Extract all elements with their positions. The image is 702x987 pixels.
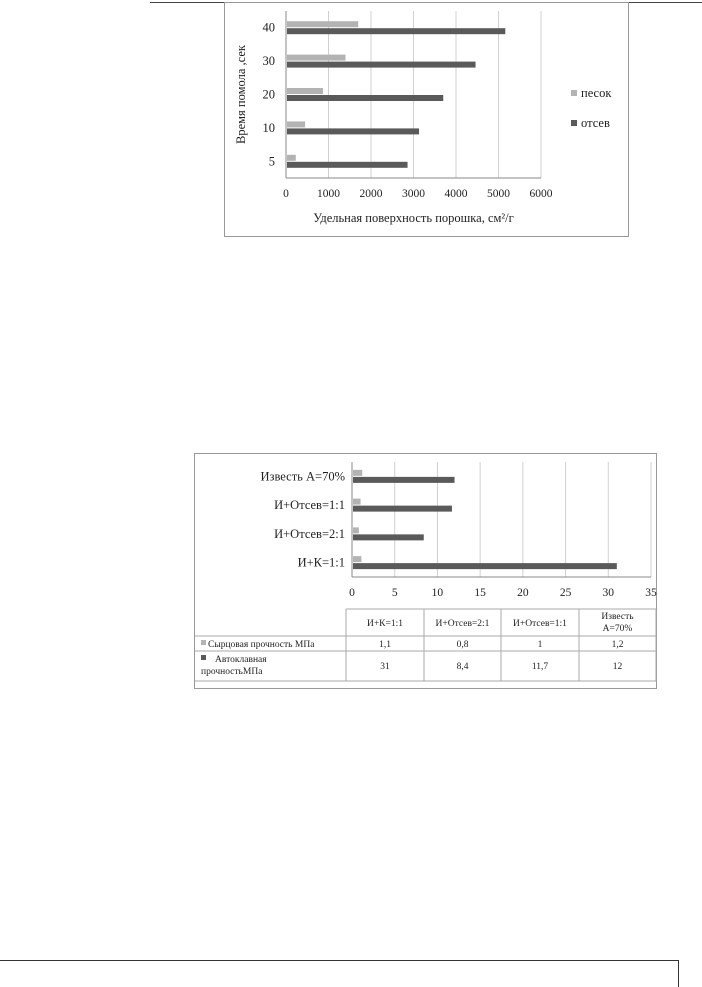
bar-песок bbox=[287, 155, 296, 161]
y-tick-label: 10 bbox=[262, 120, 275, 135]
table-cell: 8,4 bbox=[456, 662, 469, 672]
table-row-label: Автоклавная bbox=[215, 655, 267, 665]
table-row-label: Сырцовая прочность МПа bbox=[208, 640, 315, 650]
table-header: Известь bbox=[601, 612, 634, 622]
bar-отсев bbox=[287, 162, 408, 168]
category-label: Известь А=70% bbox=[260, 469, 345, 484]
y-tick-label: 30 bbox=[262, 54, 275, 69]
legend-label-отсев: отсев bbox=[581, 116, 610, 130]
chart-grinding-surface bbox=[224, 2, 629, 237]
table-cell: 1,1 bbox=[379, 640, 391, 650]
legend-swatch-отсев bbox=[571, 120, 577, 126]
bar-отсев bbox=[287, 28, 505, 34]
category-label: И+Отсев=1:1 bbox=[274, 498, 345, 513]
x-tick-label: 3000 bbox=[402, 188, 425, 200]
bar-песок bbox=[287, 55, 346, 61]
bar-raw-strength bbox=[353, 470, 362, 476]
legend-swatch-песок bbox=[571, 90, 577, 96]
x-tick-label: 6000 bbox=[529, 188, 553, 200]
category-label: И+К=1:1 bbox=[297, 555, 345, 570]
x-tick-label: 2000 bbox=[359, 188, 383, 200]
bar-autoclave-strength bbox=[353, 563, 617, 569]
table-header: А=70% bbox=[602, 624, 633, 634]
bar-raw-strength bbox=[353, 527, 359, 533]
table-cell: 0,8 bbox=[456, 640, 469, 650]
legend-label-песок: песок bbox=[581, 86, 612, 100]
bar-autoclave-strength bbox=[353, 534, 424, 540]
table-header: И+К=1:1 bbox=[366, 619, 404, 629]
table-legend-swatch-autoclave bbox=[201, 655, 206, 660]
bar-autoclave-strength bbox=[353, 477, 455, 483]
x-tick-label: 35 bbox=[645, 587, 657, 599]
bar-autoclave-strength bbox=[353, 506, 452, 512]
x-axis-title: Удельная поверхность порошка, см²/г bbox=[313, 211, 514, 225]
x-tick-label: 20 bbox=[517, 587, 529, 599]
table-cell: 1,2 bbox=[611, 640, 624, 650]
bar-raw-strength bbox=[353, 556, 361, 562]
chart-strength-svg bbox=[195, 454, 656, 688]
table-cell: 31 bbox=[380, 662, 390, 672]
bar-песок bbox=[287, 21, 358, 27]
bar-отсев bbox=[287, 95, 443, 101]
table-row-label: прочностьМПа bbox=[201, 667, 263, 677]
y-tick-label: 20 bbox=[262, 87, 275, 102]
bar-отсев bbox=[287, 128, 419, 134]
bar-отсев bbox=[287, 62, 476, 68]
category-label: И+Отсев=2:1 bbox=[274, 526, 345, 541]
table-cell: 11,7 bbox=[531, 662, 549, 672]
table-cell: 1 bbox=[537, 640, 543, 650]
x-tick-label: 1000 bbox=[317, 188, 340, 200]
y-tick-label: 40 bbox=[262, 20, 275, 35]
page-number-box bbox=[678, 960, 702, 987]
table-legend-swatch-raw bbox=[201, 640, 206, 645]
x-tick-label: 0 bbox=[283, 188, 289, 200]
x-tick-label: 25 bbox=[559, 587, 572, 599]
x-tick-label: 5 bbox=[391, 587, 398, 599]
page-bottom-rule bbox=[0, 960, 678, 961]
table-cell: 12 bbox=[612, 662, 623, 672]
y-tick-label: 5 bbox=[268, 154, 275, 169]
bar-песок bbox=[287, 121, 305, 127]
table-header: И+Отсев=1:1 bbox=[513, 619, 567, 629]
x-tick-label: 30 bbox=[602, 587, 615, 599]
x-tick-label: 4000 bbox=[444, 188, 468, 200]
bar-raw-strength bbox=[353, 499, 361, 505]
x-tick-label: 15 bbox=[474, 587, 486, 599]
chart-grinding-surface-svg bbox=[225, 3, 628, 236]
x-tick-label: 10 bbox=[431, 587, 444, 599]
chart-strength bbox=[194, 453, 657, 689]
bar-песок bbox=[287, 88, 323, 94]
x-tick-label: 5000 bbox=[487, 188, 510, 200]
table-header: И+Отсев=2:1 bbox=[435, 619, 490, 629]
y-axis-title: Время помола ,сек bbox=[234, 45, 248, 144]
x-tick-label: 0 bbox=[349, 587, 355, 599]
